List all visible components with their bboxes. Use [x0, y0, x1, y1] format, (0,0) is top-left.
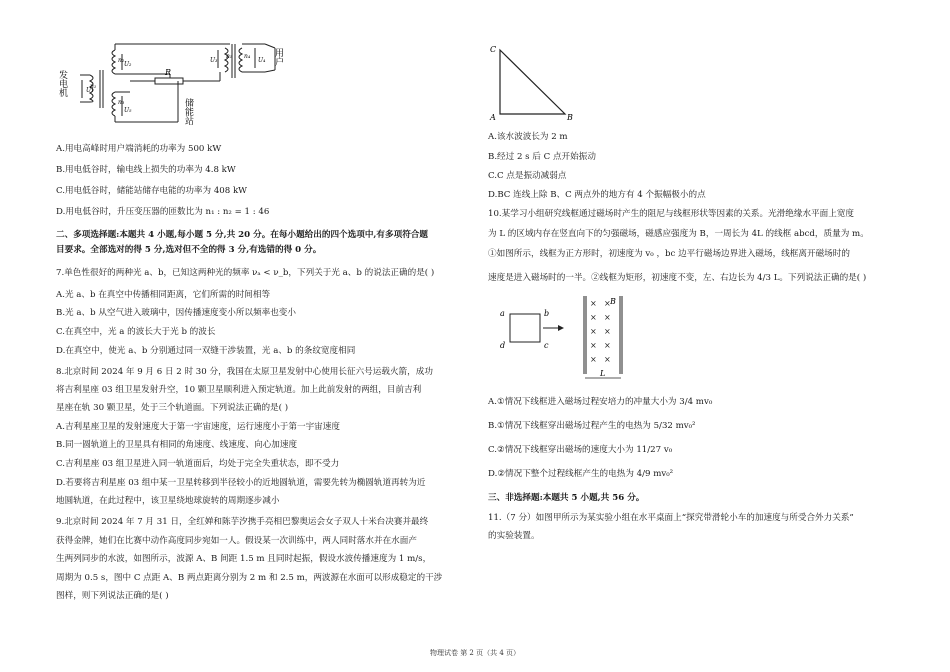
- q7-option-d: D.在真空中，使光 a、b 分别通过同一双缝干涉装置，光 a、b 的条纹宽度相同: [56, 346, 356, 356]
- page-footer: 物理试卷 第 2 页（共 4 页）: [429, 649, 521, 657]
- q7-option-c: C.在真空中，光 a 的波长大于光 b 的波长: [56, 327, 216, 337]
- section2-title-line2: 目要求。全部选对的得 5 分,选对但不全的得 3 分,有选错的得 0 分。: [56, 245, 322, 255]
- n4-label: n₄: [244, 53, 251, 60]
- u5-label-left: U₅: [124, 107, 132, 114]
- field-label-b: B: [610, 297, 616, 306]
- q10-option-a: A.①情况下线框进入磁场过程安培力的冲量大小为 3/4 mv₀: [488, 397, 713, 407]
- frame-label-b: b: [544, 309, 550, 318]
- q7-stem: 7.单色性很好的两种光 a、b，已知这两种光的频率 νₐ < ν_b，下列关于光 a、b 的说法正确的是( ): [56, 268, 435, 278]
- svg-text:×: ×: [604, 313, 611, 322]
- q8-option-c: C.吉利星座 03 组卫星进入同一轨道面后，均处于完全失重状态，即不受力: [56, 459, 340, 469]
- q9-stem-line2: 获得金牌，她们在比赛中动作高度同步宛如一人。假设某一次训练中，两人同时落水并在水面产: [56, 536, 417, 546]
- width-label-l: L: [600, 369, 606, 378]
- u1-label: U₁: [86, 87, 94, 94]
- q6-option-a: A.用电高峰时用户端消耗的功率为 500 kW: [56, 144, 222, 154]
- frame-label-a: a: [500, 309, 505, 318]
- svg-text:×: ×: [590, 299, 597, 308]
- n2-label: n₂: [118, 57, 125, 64]
- frame-magnetic-field-figure: [496, 292, 646, 392]
- u3-label: U₃: [210, 57, 218, 64]
- q9-stem-line4: 周期为 0.5 s，图中 C 点距 A、B 两点距离分别为 2 m 和 2.5 m，两波源在水面可以形成稳定的干涉: [56, 573, 443, 583]
- q7-option-a: A.光 a、b 在真空中传播相同距离，它们所需的时间相等: [56, 290, 271, 300]
- q11-stem-line2: 的实验装置。: [488, 531, 540, 541]
- frame-label-d: d: [500, 341, 506, 350]
- q10-option-d: D.②情况下整个过程线框产生的电热为 4/9 mv₀²: [488, 469, 674, 479]
- q10-stem-line4: 速度是进入磁场时的一半。②线框为矩形，初速度不变，左、右边长为 4/3 L。下列说法正确的是( ): [488, 273, 867, 283]
- transformer-circuit-diagram: [57, 40, 310, 135]
- section2-title-line1: 二、多项选择题:本题共 4 小题,每小题 5 分,共 20 分。在每小题给出的四个选项中,有多项符合题: [56, 230, 428, 240]
- q10-option-b: B.①情况下线框穿出磁场过程产生的电热为 5/32 mv₀²: [488, 421, 696, 431]
- q9-stem-line5: 图样，则下列说法正确的是( ): [56, 591, 169, 601]
- q9-stem-line3: 生两列同步的水波，如图所示，波源 A、B 间距 1.5 m 且同时起振，假设水波传播速度为 1 m/s，: [56, 554, 432, 564]
- n5-label: n₅: [226, 53, 233, 60]
- svg-text:×: ×: [604, 327, 611, 336]
- q10-option-c: C.②情况下线框穿出磁场的速度大小为 11/27 v₀: [488, 445, 673, 455]
- svg-text:×: ×: [590, 355, 597, 364]
- q9-option-a: A.该水波波长为 2 m: [488, 132, 568, 142]
- q7-option-b: B.光 a、b 从空气进入玻璃中，因传播速度变小所以频率也变小: [56, 308, 296, 318]
- user-label: 用户: [273, 48, 283, 66]
- triangle-label-c: C: [490, 45, 497, 54]
- q6-option-c: C.用电低谷时，储能站储存电能的功率为 408 kW: [56, 186, 248, 196]
- q8-option-d-line1: D.若要将吉利星座 03 组中某一卫星转移到半径较小的近地圆轨道，需要先转为椭圆轨道再转为近: [56, 478, 426, 488]
- frame-label-c: c: [544, 341, 549, 350]
- q11-stem-line1: 11.（7 分）如图甲所示为某实验小组在水平桌面上“探究带滑轮小车的加速度与所受合外力关系”: [488, 513, 854, 523]
- q8-stem-line1: 8.北京时间 2024 年 9 月 6 日 2 时 30 分，我国在太原卫星发射中心使用长征六号运载火箭，成功: [56, 367, 433, 377]
- q8-option-d-line2: 地圆轨道，在此过程中，该卫星绕地球旋转的周期逐步减小: [56, 496, 280, 506]
- svg-text:×: ×: [604, 355, 611, 364]
- q9-option-c: C.C 点是振动减弱点: [488, 171, 567, 181]
- q10-stem-line3: ①如图所示，线框为正方形时，初速度为 v₀ ，bc 边平行磁场边界进入磁场，线框离开磁场时的: [488, 249, 850, 259]
- q9-option-b: B.经过 2 s 后 C 点开始振动: [488, 152, 596, 162]
- svg-text:×: ×: [590, 313, 597, 322]
- triangle-label-b: B: [567, 113, 573, 122]
- q6-option-d: D.用电低谷时，升压变压器的匝数比为 n₁ : n₂ = 1 : 46: [56, 207, 270, 217]
- svg-text:×: ×: [604, 341, 611, 350]
- triangle-abc-figure: [490, 42, 580, 122]
- q10-stem-line1: 10.某学习小组研究线框通过磁场时产生的阻尼与线框形状等因素的关系。光滑绝缘水平面上宽度: [488, 209, 855, 219]
- svg-text:×: ×: [590, 341, 597, 350]
- n3-label: n₃: [118, 99, 125, 106]
- u4-label: U₄: [258, 57, 266, 64]
- q6-option-b: B.用电低谷时，输电线上损失的功率为 4.8 kW: [56, 165, 236, 175]
- q8-stem-line3: 星座在轨 30 颗卫星，处于三个轨道面。下列说法正确的是( ): [56, 403, 289, 413]
- n1-label: n₁: [90, 83, 97, 90]
- generator-label: 发电机: [57, 70, 67, 97]
- triangle-label-a: A: [490, 113, 496, 122]
- q9-option-d: D.BC 连线上除 B、C 两点外的地方有 4 个振幅极小的点: [488, 190, 706, 200]
- q8-option-b: B.同一圆轨道上的卫星具有相同的角速度、线速度、向心加速度: [56, 440, 298, 450]
- section3-title: 三、非选择题:本题共 5 小题,共 56 分。: [488, 493, 645, 503]
- q10-stem-line2: 为 L 的区域内存在竖直向下的匀强磁场，磁感应强度为 B，一周长为 4L 的线框 abcd，质量为 m。: [488, 229, 869, 239]
- resistor-label: R: [165, 68, 172, 77]
- q8-stem-line2: 将吉利星座 03 组卫星发射升空，10 颗卫星顺利进入预定轨道。加上此前发射的两组，目前吉利: [56, 385, 422, 395]
- svg-text:×: ×: [590, 327, 597, 336]
- svg-text:×: ×: [604, 299, 611, 308]
- q8-option-a: A.吉利星座卫星的发射速度大于第一宇宙速度，运行速度小于第一宇宙速度: [56, 422, 340, 432]
- storage-label: 储能站: [183, 98, 193, 125]
- q9-stem-line1: 9.北京时间 2024 年 7 月 31 日，全红婵和陈芋汐携手亮相巴黎奥运会女子双人十米台决赛并最终: [56, 517, 429, 527]
- u2-label: U₂: [124, 61, 132, 68]
